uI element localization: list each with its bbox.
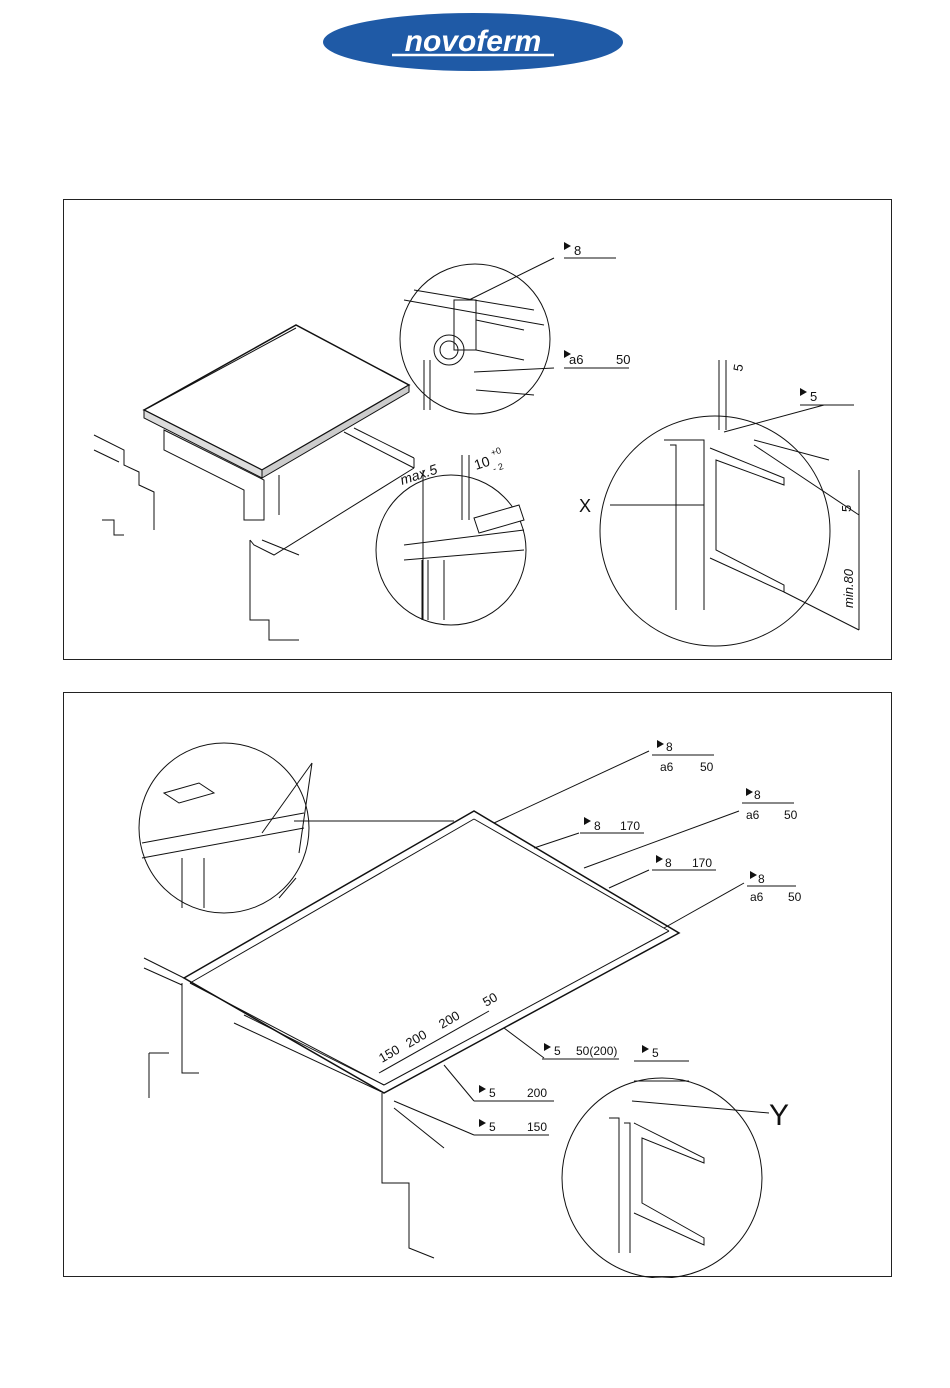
f1-weld-right: 5 — [810, 389, 818, 404]
f2-lower-1-length: 50(200) — [576, 1044, 618, 1058]
f2-weld-4-size: 8 — [665, 856, 672, 870]
f2-spacing-3: 200 — [436, 1007, 463, 1032]
f1-gap-nominal: 10 — [471, 452, 492, 473]
f1-tol-plus: +0 — [489, 445, 503, 458]
f2-marker-y: Y — [769, 1099, 790, 1132]
brand-name: novoferm — [404, 25, 542, 58]
f1-gap-max: max.5 — [397, 460, 440, 488]
figure-2-drawing — [64, 693, 893, 1278]
f1-fillet-top: a6 — [569, 352, 584, 367]
f2-weld-4-length: 170 — [692, 856, 713, 870]
f1-tol-minus: - 2 — [491, 461, 505, 474]
f1-length-top: 50 — [616, 352, 631, 367]
f2-weld-5-length: 50 — [788, 890, 802, 904]
f2-weld-1-length: 50 — [700, 760, 714, 774]
f2-spacing-1: 150 — [376, 1041, 403, 1066]
novoferm-logo — [322, 12, 624, 72]
f2-weld-2-size: 8 — [594, 819, 601, 833]
f2-spacing-2: 200 — [403, 1026, 430, 1051]
f1-marker-x: X — [579, 496, 592, 516]
f1-offset-right: 5 — [839, 504, 854, 512]
f2-lower-2-length: 200 — [527, 1086, 548, 1100]
f2-lower-3-length: 150 — [527, 1120, 548, 1134]
f2-weld-3-fillet: a6 — [746, 808, 760, 822]
f2-spacing-4: 50 — [480, 989, 501, 1010]
f1-weld-size-top: 8 — [574, 243, 582, 258]
f2-weld-1-size: 8 — [666, 740, 673, 754]
f2-lower-4-size: 5 — [652, 1046, 659, 1060]
f2-weld-3-length: 50 — [784, 808, 798, 822]
f2-weld-3-size: 8 — [754, 788, 761, 802]
f2-weld-1-fillet: a6 — [660, 760, 674, 774]
f2-lower-1-size: 5 — [554, 1044, 561, 1058]
f2-weld-5-fillet: a6 — [750, 890, 764, 904]
f2-weld-5-size: 8 — [758, 872, 765, 886]
figure-1-drawing — [64, 200, 893, 661]
f2-lower-3-size: 5 — [489, 1120, 496, 1134]
f2-lower-2-size: 5 — [489, 1086, 496, 1100]
figure-1-panel — [63, 199, 892, 660]
f1-min-depth: min.80 — [841, 568, 856, 608]
f2-weld-2-length: 170 — [620, 819, 641, 833]
f1-gap-right: 5 — [730, 362, 747, 373]
figure-2-panel — [63, 692, 892, 1277]
